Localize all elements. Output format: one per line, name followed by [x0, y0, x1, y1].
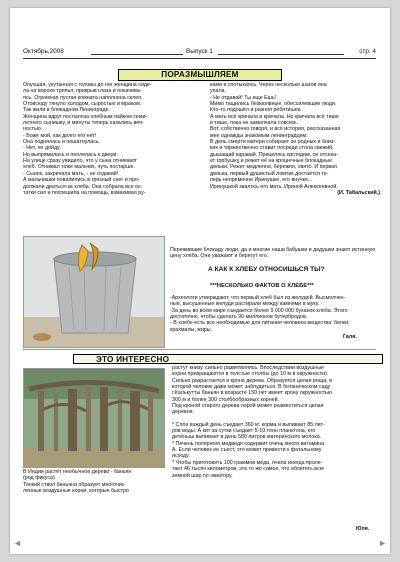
fact-line: тает 46 тысяч километров, это то же самое, что облететь всю [172, 466, 324, 473]
fact-line: -Археологи утверждают, что первый хлеб был из желудей. Высмолчен- [170, 295, 346, 301]
story-line: и тише, пока не замолчала совсем.. [210, 120, 299, 127]
banyan-line: г.Калькутты баньян в возрасте 150 лет имеет крону окружностью [172, 390, 332, 397]
banyan-line: 300 м и более 300 столбообразных корней. [172, 396, 280, 403]
story-line: На улице сразу увидело, что у сына отнимают [23, 158, 137, 165]
story-line: - Сынок, закричала мать, - не отдавай! [23, 170, 119, 177]
issue-number: Выпуск 1 [186, 48, 213, 55]
section-divider [23, 349, 376, 350]
story-line: летнего сынишку, и минуты теперь казались веч- [23, 120, 144, 127]
story-line: дольки. Режет медленно, бережно, свято. И первая [210, 164, 337, 171]
bread-bin-photo [23, 236, 165, 348]
banyan-tree-photo [23, 368, 165, 468]
story-line: Иринушкой звалось его мать..Ириной Алексеевной. [210, 183, 338, 190]
story-column-right [210, 82, 380, 196]
section-banner-reflect: ПОРАЗМЫШЛЯЕМ [118, 69, 282, 81]
fact-line: земной шар по экватору. [172, 472, 233, 479]
photo-caption-text: Пережившие блокаду люди, да и многие наши бабушки и дедушки знают истинную цену хлеба. Они уважают и берегут его. [170, 247, 376, 260]
story-line: А мать всё кричала и кричала. Но кричала всё тише [210, 113, 339, 120]
bread-question-heading: А КАК К ХЛЕБУ ОТНОСИШЬСЯ ТЫ? [208, 266, 325, 273]
fact-line: детёныш выпивает в день 580 литров материнского молока. [172, 434, 322, 441]
newsletter-page [10, 8, 390, 554]
story-line: ет горбушку и режет её на крошечные блокадные [210, 158, 333, 165]
story-line: ких и торжественно ставит посреди стола свежий, [210, 145, 334, 152]
story-line: Вот, собственно говоря, и вся история, рассказанная [210, 126, 341, 133]
story-line: Но выпрямилась и поплелась к двери. [23, 151, 118, 158]
story-author: (И. Табальский.) [337, 189, 380, 196]
header-rule-2 [218, 44, 344, 55]
fact-line: А. Если человек ее съест, это может привести к фатальному [172, 447, 322, 454]
fact-line: ные, высушенные желуди растирали между камнями в муку. [170, 301, 320, 308]
interesting-author: Юля. [356, 526, 370, 532]
story-line: дышащий каравай. Прицелясь взглядом, он отсека- [210, 151, 338, 158]
banyan-line: ленные воздушные корни, которые быстро [23, 488, 129, 495]
story-line: хлеб. Отнимал тоже мальчик, чуть постарше. [23, 164, 135, 171]
story-line: мне однажды знакомым ленинградцем. [210, 132, 308, 139]
fact-line: * Печень полярного медведя содержит очень много витамина [172, 440, 325, 447]
banyan-line: В Индии растёт необычное дерево - баньян [23, 469, 132, 475]
story-line: ками и спотыкаясь. Через несколько шагов она [210, 82, 327, 88]
story-line: Кто-то подошёл и разнял ребятишек. [210, 107, 302, 114]
fact-line: достаточно, чтобы сделать 90 миллионов бутербродов. [170, 314, 308, 321]
story-line: - Нет, не дойду. [23, 145, 61, 152]
banyan-intro [23, 469, 173, 494]
banyan-line: растут книзу, сильно разветвляясь. Впоследствии воздушные [172, 365, 324, 371]
story-line: В день смерти матери собирает он родных и близ- [210, 139, 336, 146]
page-curl-right-icon[interactable]: ► [378, 538, 387, 548]
page-number: стр. 4 [359, 48, 376, 55]
banyan-line: корни превращаются в толстые столбы (до 10 м в окружности). [172, 371, 329, 378]
story-line: Мимо тащились безмолвные, обессилевшие люди. [210, 101, 337, 108]
story-line: ностью. [23, 126, 43, 133]
story-line: А мальчишки повалились в грязный снег и про- [23, 177, 140, 184]
story-line: - Не отдавай! Ты еще Ешь! [210, 94, 277, 101]
story-line: Так жили в блокадном Ленинграде. [23, 107, 110, 114]
page-header [23, 46, 376, 59]
bread-bin-illustration [24, 237, 164, 347]
bread-facts [170, 295, 380, 333]
story-line: Женщина вдруг послалоза хлебным пайком семи- [23, 113, 148, 120]
story-column-left [23, 82, 203, 196]
story-line: должали драться-за хлеба. Она собрала все ос- [23, 183, 143, 190]
fact-line: ров воды. А кит за сутки съедает 5-10 тонн планктона, его [172, 428, 316, 435]
page-curl-left-icon[interactable]: ◄ [13, 538, 22, 548]
section-banner-interesting: ЭТО ИНТЕРЕСНО [73, 354, 383, 364]
story-line: Она поднялась и пошатнулась. [23, 139, 101, 146]
story-line: - Боже мой, как долго его нет! [23, 132, 97, 139]
story-line: ла на ворохе тряпья, прикрыв глаза и покачива- [23, 88, 142, 95]
banyan-line: которой человек даже может заблудиться. В ботаническом саду [172, 384, 331, 391]
banyan-line: Под кроной старого дерева порой может разместиться целая [172, 403, 324, 410]
banyan-line: деревня. [172, 409, 195, 416]
fact-line: * Слон каждый день съедает 360 кг. корма и выпивает 85 лит- [172, 421, 325, 428]
story-line: перь непременно Иринушке, его внучке... [210, 177, 313, 184]
issue-date: Октябрь,2008 [23, 48, 64, 55]
story-line: ясь. Огромная пустая комната наполнена склеп. [23, 94, 143, 101]
fact-line: - В хлебе есть все необходимые для питания человека вещества: белки, [170, 320, 350, 327]
interesting-column-right [172, 365, 380, 479]
fact-line: * Чтобы приготовить 100 граммов мёда, пчела иногда проле- [172, 459, 323, 466]
bread-author: Галя. [343, 334, 357, 340]
fact-line: -За день во всём мире съедается более 9 000 000 буханок хлеба. Этого [170, 307, 348, 314]
story-line: татки сил и поспешила на помощь, взмахивая ру- [23, 189, 146, 196]
banyan-illustration [24, 369, 164, 467]
banyan-line: Тонкий ствол баньяна образует многочис- [23, 481, 127, 488]
fact-line: крахмалы, жиры. [170, 326, 213, 333]
fact-line: исходу. [172, 453, 190, 460]
bread-photo-caption [170, 247, 380, 260]
banyan-line: Сильно разрастается и крона дерева. Образуется целая роща, в [172, 377, 332, 384]
banyan-line: (род фикуса) [23, 475, 55, 482]
story-line: упала. [210, 88, 226, 95]
header-rule-1 [91, 44, 183, 55]
story-line: долька, первый душистый ломтик достаётся те- [210, 170, 329, 177]
bread-facts-heading: ***НЕСКОЛЬКО ФАКТОВ О ХЛЕБЕ*** [210, 283, 314, 289]
story-line: Опухшая, укутанная с головы до ног женщина сиде- [23, 82, 152, 88]
story-line: Отовсюду тянуло холодом, сыростью и мраком. [23, 101, 142, 108]
